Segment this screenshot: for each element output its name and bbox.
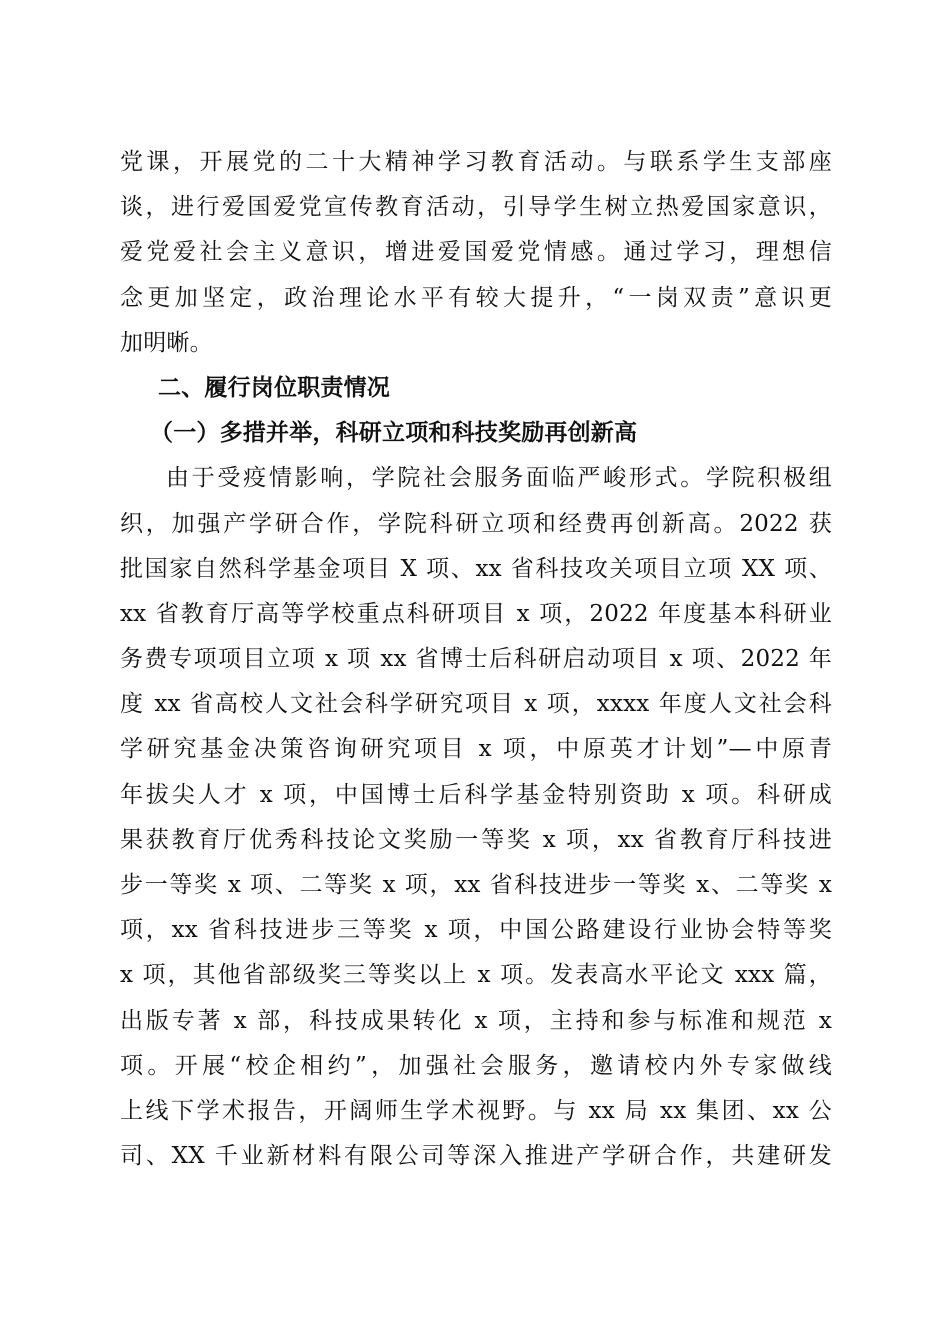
text-line: 度 xx 省高校人文社会科学研究项目 x 项，xxxx 年度人文社会科 [120, 691, 832, 718]
text-line: 加明晰。 [120, 329, 213, 356]
text-line: 出版专著 x 部，科技成果转化 x 项，主持和参与标准和规范 x [120, 1007, 832, 1034]
text-line: 批国家自然科学基金项目 X 项、xx 省科技攻关项目立项 XX 项、 [120, 555, 832, 582]
text-line: 党课，开展党的二十大精神学习教育活动。与联系学生支部座 [120, 149, 832, 175]
paragraph-research-achievements [120, 456, 832, 1179]
text-line: 年拔尖人才 x 项，中国博士后科学基金特别资助 x 项。科研成 [120, 781, 832, 808]
text-line: 由于受疫情影响，学院社会服务面临严峻形式。学院积极组 [166, 465, 832, 492]
text-line: 务费专项项目立项 x 项 xx 省博士后科研启动项目 x 项、2022 年 [120, 646, 832, 673]
subsection-heading: （一）多措并举，科研立项和科技奖励再创新高 [150, 420, 638, 447]
text-line: 爱党爱社会主义意识，增进爱国爱党情感。通过学习，理想信 [120, 239, 832, 266]
text-line: 上线下学术报告，开阔师生学术视野。与 xx 局 xx 集团、xx 公 [120, 1097, 832, 1124]
text-line: 项。开展“校企相约”，加强社会服务，邀请校内外专家做线 [120, 1052, 832, 1079]
text-line: xx 省教育厅高等学校重点科研项目 x 项，2022 年度基本科研业 [120, 600, 832, 627]
text-line: 果获教育厅优秀科技论文奖励一等奖 x 项，xx 省教育厅科技进 [120, 826, 832, 853]
text-line: 学研究基金决策咨询研究项目 x 项，中原英才计划”—中原青 [120, 736, 832, 763]
section-heading: 二、履行岗位职责情况 [158, 374, 390, 401]
text-line: 织，加强产学研合作，学院科研立项和经费再创新高。2022 获 [120, 510, 832, 537]
document-body [120, 140, 832, 1179]
paragraph-party-study [120, 140, 832, 366]
text-line: 司、XX 千业新材料有限公司等深入推进产学研合作，共建研发 [120, 1143, 832, 1170]
text-line: x 项，其他省部级奖三等奖以上 x 项。发表高水平论文 xxx 篇， [120, 962, 832, 989]
text-line: 念更加坚定，政治理论水平有较大提升，“一岗双责”意识更 [120, 284, 832, 311]
text-line: 步一等奖 x 项、二等奖 x 项，xx 省科技进步一等奖 x、二等奖 x [120, 872, 832, 898]
text-line: 谈，进行爱国爱党宣传教育活动，引导学生树立热爱国家意识， [120, 194, 832, 221]
text-line: 项，xx 省科技进步三等奖 x 项，中国公路建设行业协会特等奖 [120, 917, 832, 944]
